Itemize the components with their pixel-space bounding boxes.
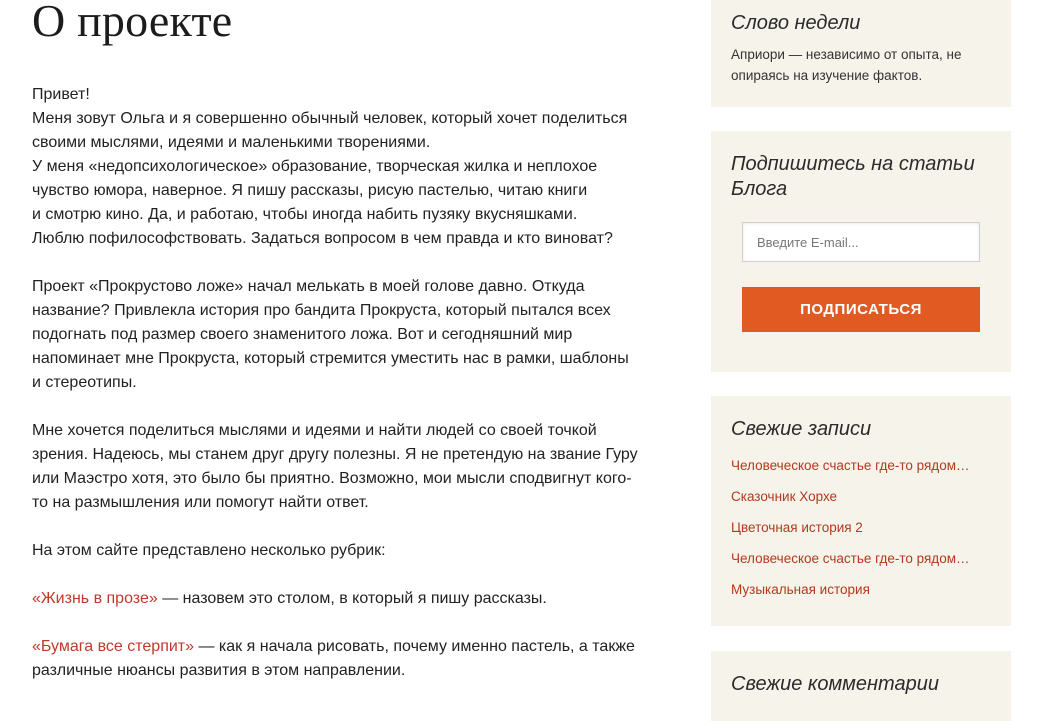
list-item — [731, 517, 1001, 548]
text-line: или Маэстро хотя, это было бы приятно. Возможно, мои мысли сподвигнут кого- — [32, 470, 632, 487]
recent-post-link[interactable]: Сказочник Хорхе — [731, 489, 838, 504]
recent-posts-list — [731, 455, 1001, 610]
text-line: Привет! — [32, 86, 90, 103]
text-line: чувство юмора, наверное. Я пишу рассказы, рисую пастелью, читаю книги — [32, 182, 588, 199]
text-line: У меня «недопсихологическое» образование, творческая жилка и неплохое — [32, 158, 598, 175]
text-line: различные нюансы развития в этом направлении. — [32, 662, 406, 679]
widget-recent-comments — [711, 651, 1011, 721]
rubric-description: — как я начала рисовать, почему именно пастель, а также — [194, 638, 635, 655]
recent-post-link[interactable]: Человеческое счастье где-то рядом… — [731, 458, 970, 473]
text-line — [32, 635, 642, 659]
text-line: напоминает мне Прокруста, который стремится уместить нас в рамки, шаблоны — [32, 350, 629, 367]
widget-recent-posts — [711, 396, 1011, 626]
text-line — [32, 587, 642, 611]
text-line: название? Привлекла история про бандита Прокруста, который пытался всех — [32, 302, 611, 319]
email-field[interactable] — [742, 222, 980, 262]
paragraph-ideas — [32, 419, 642, 515]
word-definition: Априори — независимо от опыта, не опираясь на изучение фактов. — [731, 47, 962, 83]
paragraph-project — [32, 275, 642, 395]
text-line: и стереотипы. — [32, 374, 137, 391]
paragraph-rubric-paper — [32, 635, 642, 683]
rubric-link-paper[interactable]: «Бумага все стерпит» — [32, 638, 195, 655]
text-line: Проект «Прокрустово ложе» начал мелькать в моей голове давно. Откуда — [32, 278, 585, 295]
text-line: Мне хочется поделиться мыслями и идеями и найти людей со своей точкой — [32, 422, 597, 439]
widget-title: Свежие комментарии — [731, 673, 939, 695]
text-line: подогнать под размер своего знаменитого ложа. Вот и сегодняшний мир — [32, 326, 573, 343]
paragraph-rubrics-intro — [32, 539, 642, 563]
page-title: О проекте — [32, 0, 233, 46]
paragraph-intro — [32, 83, 642, 251]
widget-word-of-week — [711, 0, 1011, 107]
widget-title: Подпишитесь на статьи Блога — [731, 153, 975, 200]
rubric-description: — назовем это столом, в который я пишу рассказы. — [157, 590, 547, 607]
paragraph-rubric-prose — [32, 587, 642, 611]
widget-subscribe — [711, 131, 1011, 372]
text-line: зрения. Надеюсь, мы станем друг другу полезны. Я не претендую на звание Гуру — [32, 446, 638, 463]
widget-title: Слово недели — [731, 12, 861, 34]
text-line: На этом сайте представлено несколько рубрик: — [32, 542, 386, 559]
text-line: Люблю пофилософствовать. Задаться вопросом в чем правда и кто виноват? — [32, 230, 613, 247]
text-line: и смотрю кино. Да, и работаю, чтобы иногда набить пузяку вкусняшками. — [32, 206, 578, 223]
text-line: своими мыслями, идеями и маленькими творениями. — [32, 134, 431, 151]
recent-post-link[interactable]: Музыкальная история — [731, 582, 870, 597]
list-item — [731, 455, 1001, 486]
recent-post-link[interactable]: Цветочная история 2 — [731, 520, 863, 535]
list-item — [731, 579, 1001, 610]
list-item — [731, 486, 1001, 517]
subscribe-button[interactable]: ПОДПИСАТЬСЯ — [742, 287, 980, 332]
text-line: Меня зовут Ольга и я совершенно обычный человек, который хочет поделиться — [32, 110, 628, 127]
rubric-link-prose[interactable]: «Жизнь в прозе» — [32, 590, 158, 607]
list-item — [731, 548, 1001, 579]
text-line: то на размышления или помогут найти ответ. — [32, 494, 369, 511]
article-body — [32, 83, 642, 707]
widget-title: Свежие записи — [731, 418, 872, 440]
recent-post-link[interactable]: Человеческое счастье где-то рядом… — [731, 551, 970, 566]
